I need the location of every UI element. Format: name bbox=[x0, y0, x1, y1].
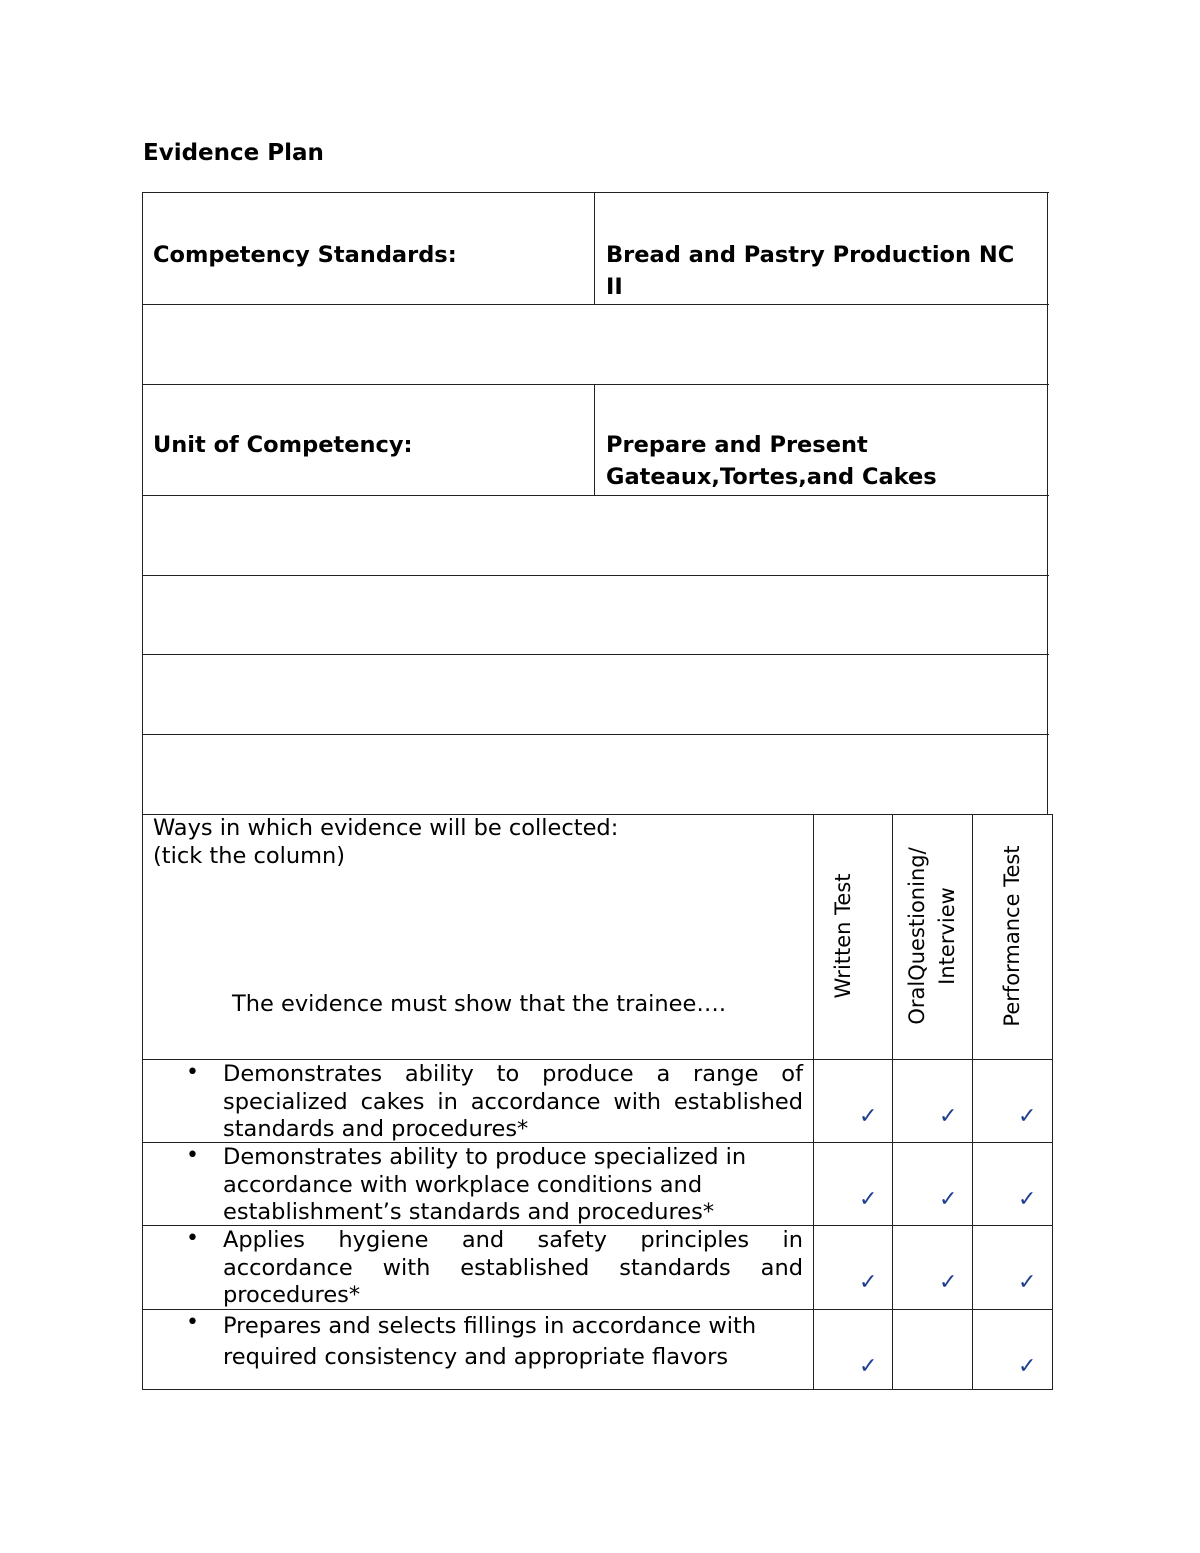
check-icon: ✓ bbox=[859, 1187, 878, 1212]
check-icon: ✓ bbox=[939, 1187, 958, 1212]
unit-of-competency-value-line1: Prepare and Present bbox=[606, 432, 868, 458]
column-header-interview: Interview bbox=[935, 887, 959, 985]
bullet-icon: • bbox=[186, 1226, 199, 1251]
check-icon: ✓ bbox=[939, 1104, 958, 1129]
check-icon: ✓ bbox=[1018, 1354, 1037, 1379]
check-icon: ✓ bbox=[859, 1354, 878, 1379]
competency-standards-label: Competency Standards: bbox=[153, 242, 457, 268]
unit-of-competency-value-line2: Gateaux,Tortes,and Cakes bbox=[606, 464, 937, 490]
column-header-written-test: Written Test bbox=[831, 873, 855, 999]
ways-instruction: Ways in which evidence will be collected: bbox=[153, 815, 619, 841]
bullet-icon: • bbox=[186, 1060, 199, 1085]
criterion-text: Demonstrates ability to produce a range of specialized cakes in accordance with established standards and procedures* bbox=[223, 1061, 803, 1142]
check-icon: ✓ bbox=[939, 1270, 958, 1295]
criterion-text: Prepares and selects fillings in accordance with required consistency and appropriate flavors bbox=[223, 1313, 757, 1370]
competency-standards-value: Bread and Pastry Production NC II bbox=[606, 242, 1015, 300]
tick-instruction: (tick the column) bbox=[153, 843, 346, 869]
bullet-icon: • bbox=[186, 1310, 199, 1335]
criterion-text: Applies hygiene and safety principles in accordance with established standards and procedures* bbox=[223, 1227, 803, 1308]
column-header-performance-test: Performance Test bbox=[1000, 845, 1024, 1027]
evidence-must-show: The evidence must show that the trainee…. bbox=[232, 991, 726, 1017]
unit-of-competency-label: Unit of Competency: bbox=[153, 432, 413, 458]
check-icon: ✓ bbox=[859, 1104, 878, 1129]
check-icon: ✓ bbox=[1018, 1104, 1037, 1129]
page-title: Evidence Plan bbox=[143, 140, 324, 166]
check-icon: ✓ bbox=[859, 1270, 878, 1295]
column-header-oral-questioning: OralQuestioning/ bbox=[905, 847, 929, 1025]
check-icon: ✓ bbox=[1018, 1270, 1037, 1295]
check-icon: ✓ bbox=[1018, 1187, 1037, 1212]
bullet-icon: • bbox=[186, 1143, 199, 1168]
criterion-text: Demonstrates ability to produce specialized in accordance with workplace conditions and establishment’s standards and procedures* bbox=[223, 1144, 747, 1225]
